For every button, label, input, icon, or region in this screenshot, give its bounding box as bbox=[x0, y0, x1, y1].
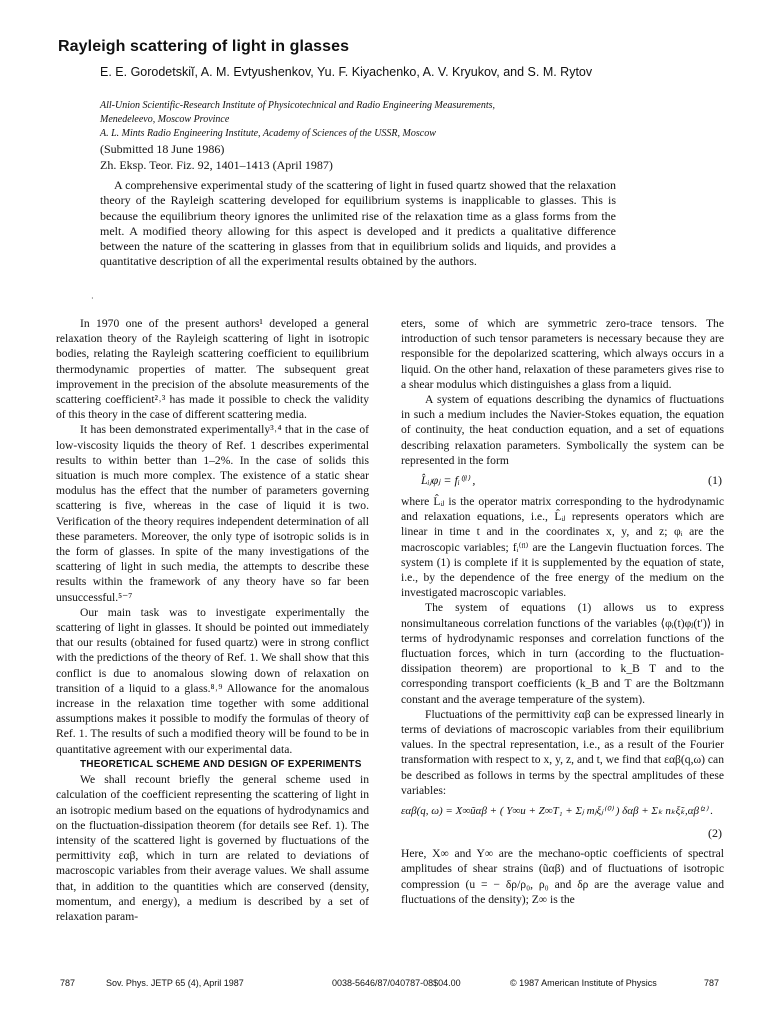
body-paragraph: eters, some of which are symmetric zero-trace tensors. The introduction of such tensor parameters is necessary because they are responsible for the depolarized scattering, which always occurs in a liquid. On the other hand, relaxation of these parameters gives rise to a shear modulus which distinguishes a glass from a liquid. bbox=[401, 317, 724, 391]
body-paragraph: The system of equations (1) allows us to express nonsimultaneous correlation functions of the variables ⟨φᵢ(t)φⱼ(t′)⟩ in terms of hydrodynamic responses and correlation functions of the fluctuation forces, which in turn (according to the fluctuation-dissipation theorem) are proportional to k_B T and to the corresponding transport coefficients (k_B and T are the Boltzmann constant and the average temperature of the system). bbox=[401, 601, 724, 706]
body-paragraph: Fluctuations of the permittivity εαβ can be expressed linearly in terms of deviations of macroscopic variables from their equilibrium values. In the spectral representation, i.e., as a result of the Fourier transformation with respect to x, y, z, and t, we find that εαβ(q,ω) can be described as follows in terms by the spectral amplitudes of these variables: bbox=[401, 707, 724, 797]
body-paragraph: A system of equations describing the dynamics of fluctuations in such a medium includes the Navier-Stokes equation, the equation of continuity, the heat conduction equation, and a set of equations describing relaxation parameters. Symbolically the system can be represented in the form bbox=[401, 393, 724, 467]
section-heading: THEORETICAL SCHEME AND DESIGN OF EXPERIMENTS bbox=[80, 758, 362, 770]
footer-page-left: 787 bbox=[60, 978, 76, 988]
affiliations bbox=[100, 99, 660, 141]
equation-2 bbox=[401, 798, 724, 846]
equation-1 bbox=[401, 468, 724, 494]
equation-number: (1) bbox=[708, 473, 722, 488]
left-column bbox=[56, 316, 369, 924]
journal-citation: Zh. Eksp. Teor. Fiz. 92, 1401–1413 (April 1987) bbox=[100, 158, 333, 172]
author-list: E. E. Gorodetskiĭ, A. M. Evtyushenkov, Yu. F. Kiyachenko, A. V. Kryukov, and S. M. Rytov bbox=[100, 65, 593, 79]
affiliation-line: Menedeleevo, Moscow Province bbox=[100, 114, 230, 125]
equation-number: (2) bbox=[708, 826, 722, 841]
body-paragraph: In 1970 one of the present authors¹ developed a general relaxation theory of the Rayleigh scattering of light in isotropic bodies, relating the Rayleigh scattering coefficient to equilibrium thermodynamic properties of matter. The subsequent great improvement in the precision of the absolute measurements of the scattering coefficient²˒³ has made it possible to check the validity of this theory in the case of different scattering media. bbox=[56, 317, 369, 422]
body-paragraph: where L̂ᵢⱼ is the operator matrix corresponding to the hydrodynamic and relaxation equations, i.e., L̂ᵢⱼ represents operators which are linear in time t and in the coordinates x, y, and z; φᵢ are the macroscopic variables; fᵢ⁽ᶠˡ⁾ are the Langevin fluctuation forces. The system (1) is complete if it is supplemented by the equation of state, i.e., by the dependence of the free energy of the medium on the investigated macroscopic variables. bbox=[401, 495, 724, 600]
abstract: A comprehensive experimental study of the scattering of light in fused quartz showed that the relaxation theory of the Rayleigh scattering developed for equilibrium systems is inapplicable to glasses. This is because the equilibrium theory ignores the unlimited rise of the relaxation time as a glass forms from the melt. A modified theory allowing for this aspect is developed and it predicts a qualitative difference between the nature of the scattering in glasses from that in equilibrium solids and liquids, and provides a quantitative description of all the experimental results obtained by the authors. bbox=[100, 178, 616, 269]
affiliation-line: All-Union Scientific-Research Institute of Physicotechnical and Radio Engineering Measurements, bbox=[100, 100, 495, 111]
paper-title: Rayleigh scattering of light in glasses bbox=[58, 38, 350, 55]
equation-body: L̂ᵢⱼφⱼ = fᵢ⁽ᶠˡ⁾ , bbox=[421, 473, 476, 488]
submitted-date: (Submitted 18 June 1986) bbox=[100, 142, 225, 156]
submission-meta bbox=[100, 141, 333, 173]
right-column bbox=[401, 316, 724, 907]
stray-mark: · bbox=[91, 294, 94, 303]
body-paragraph: It has been demonstrated experimentally³˒⁴ that in the case of low-viscosity liquids the theory of Ref. 1 describes experimental results to within better than 1–2%. In the case of solids this situation is much more complex. The existence of a static shear modulus has the effect that the number of parameters governing scattering is five, whereas in the case of liquid it is two. Verification of the theory requires independent determination of all these parameters. Moreover, the only type of isotropic solids is in the form of glasses. In spite of the many investigations of the scattering of light in such media, the attempts to describe these results within the framework of any theory have so far been unsuccessful.⁵⁻⁷ bbox=[56, 423, 369, 604]
affiliation-line: A. L. Mints Radio Engineering Institute, Academy of Sciences of the USSR, Moscow bbox=[100, 128, 436, 139]
footer-page-right: 787 bbox=[704, 978, 720, 988]
body-paragraph: We shall recount briefly the general scheme used in calculation of the coefficient representing the scattering of light in an isotropic medium based on the equations of hydrodynamics and on the fluctuation-dissipation theorem (for details see Ref. 1). The intensity of the scattered light is governed by fluctuations of the permittivity εαβ, which in turn are related to deviations of macroscopic variables from their average values. We shall assume that, in addition to the quantities which are conserved (density, momentum, and energy), a medium is described by a set of relaxation param- bbox=[56, 773, 369, 923]
body-paragraph: Our main task was to investigate experimentally the scattering of light in glasses. It should be pointed out immediately that our results (obtained for fused quartz) were in strong conflict with the predictions of the theory of Ref. 1. We shall show that this conflict is due to anomalous slowing down of relaxation on transition of a liquid to a glass.⁸˒⁹ Allowance for the anomalous increase in the relaxation time together with some additional assumptions makes it possible to modify the formulas of theory of Ref. 1. The results of such a modified theory will be found to be in quantitative agreement with our experimental data. bbox=[56, 605, 369, 756]
footer-journal: Sov. Phys. JETP 65 (4), April 1987 bbox=[106, 978, 244, 988]
body-paragraph: Here, X∞ and Y∞ are the mechano-optic coefficients of spectral amplitudes of shear strains (ũαβ) and of fluctuations of isotropic compression (u = − δρ/ρ₀, ρ₀ and δρ are the average value and fluctuations of the density); Z∞ is the bbox=[401, 847, 724, 906]
footer-code: 0038-5646/87/040787-08$04.00 bbox=[332, 978, 461, 988]
footer-copyright: © 1987 American Institute of Physics bbox=[510, 978, 657, 988]
equation-body: εαβ(q, ω) = X∞ũαβ + ( Y∞u + Z∞T₁ + Σⱼ mⱼξⱼ⁽⁰⁾ ) δαβ + Σₖ nₖξ̃ₖ,αβ⁽²⁾ . bbox=[401, 805, 714, 818]
